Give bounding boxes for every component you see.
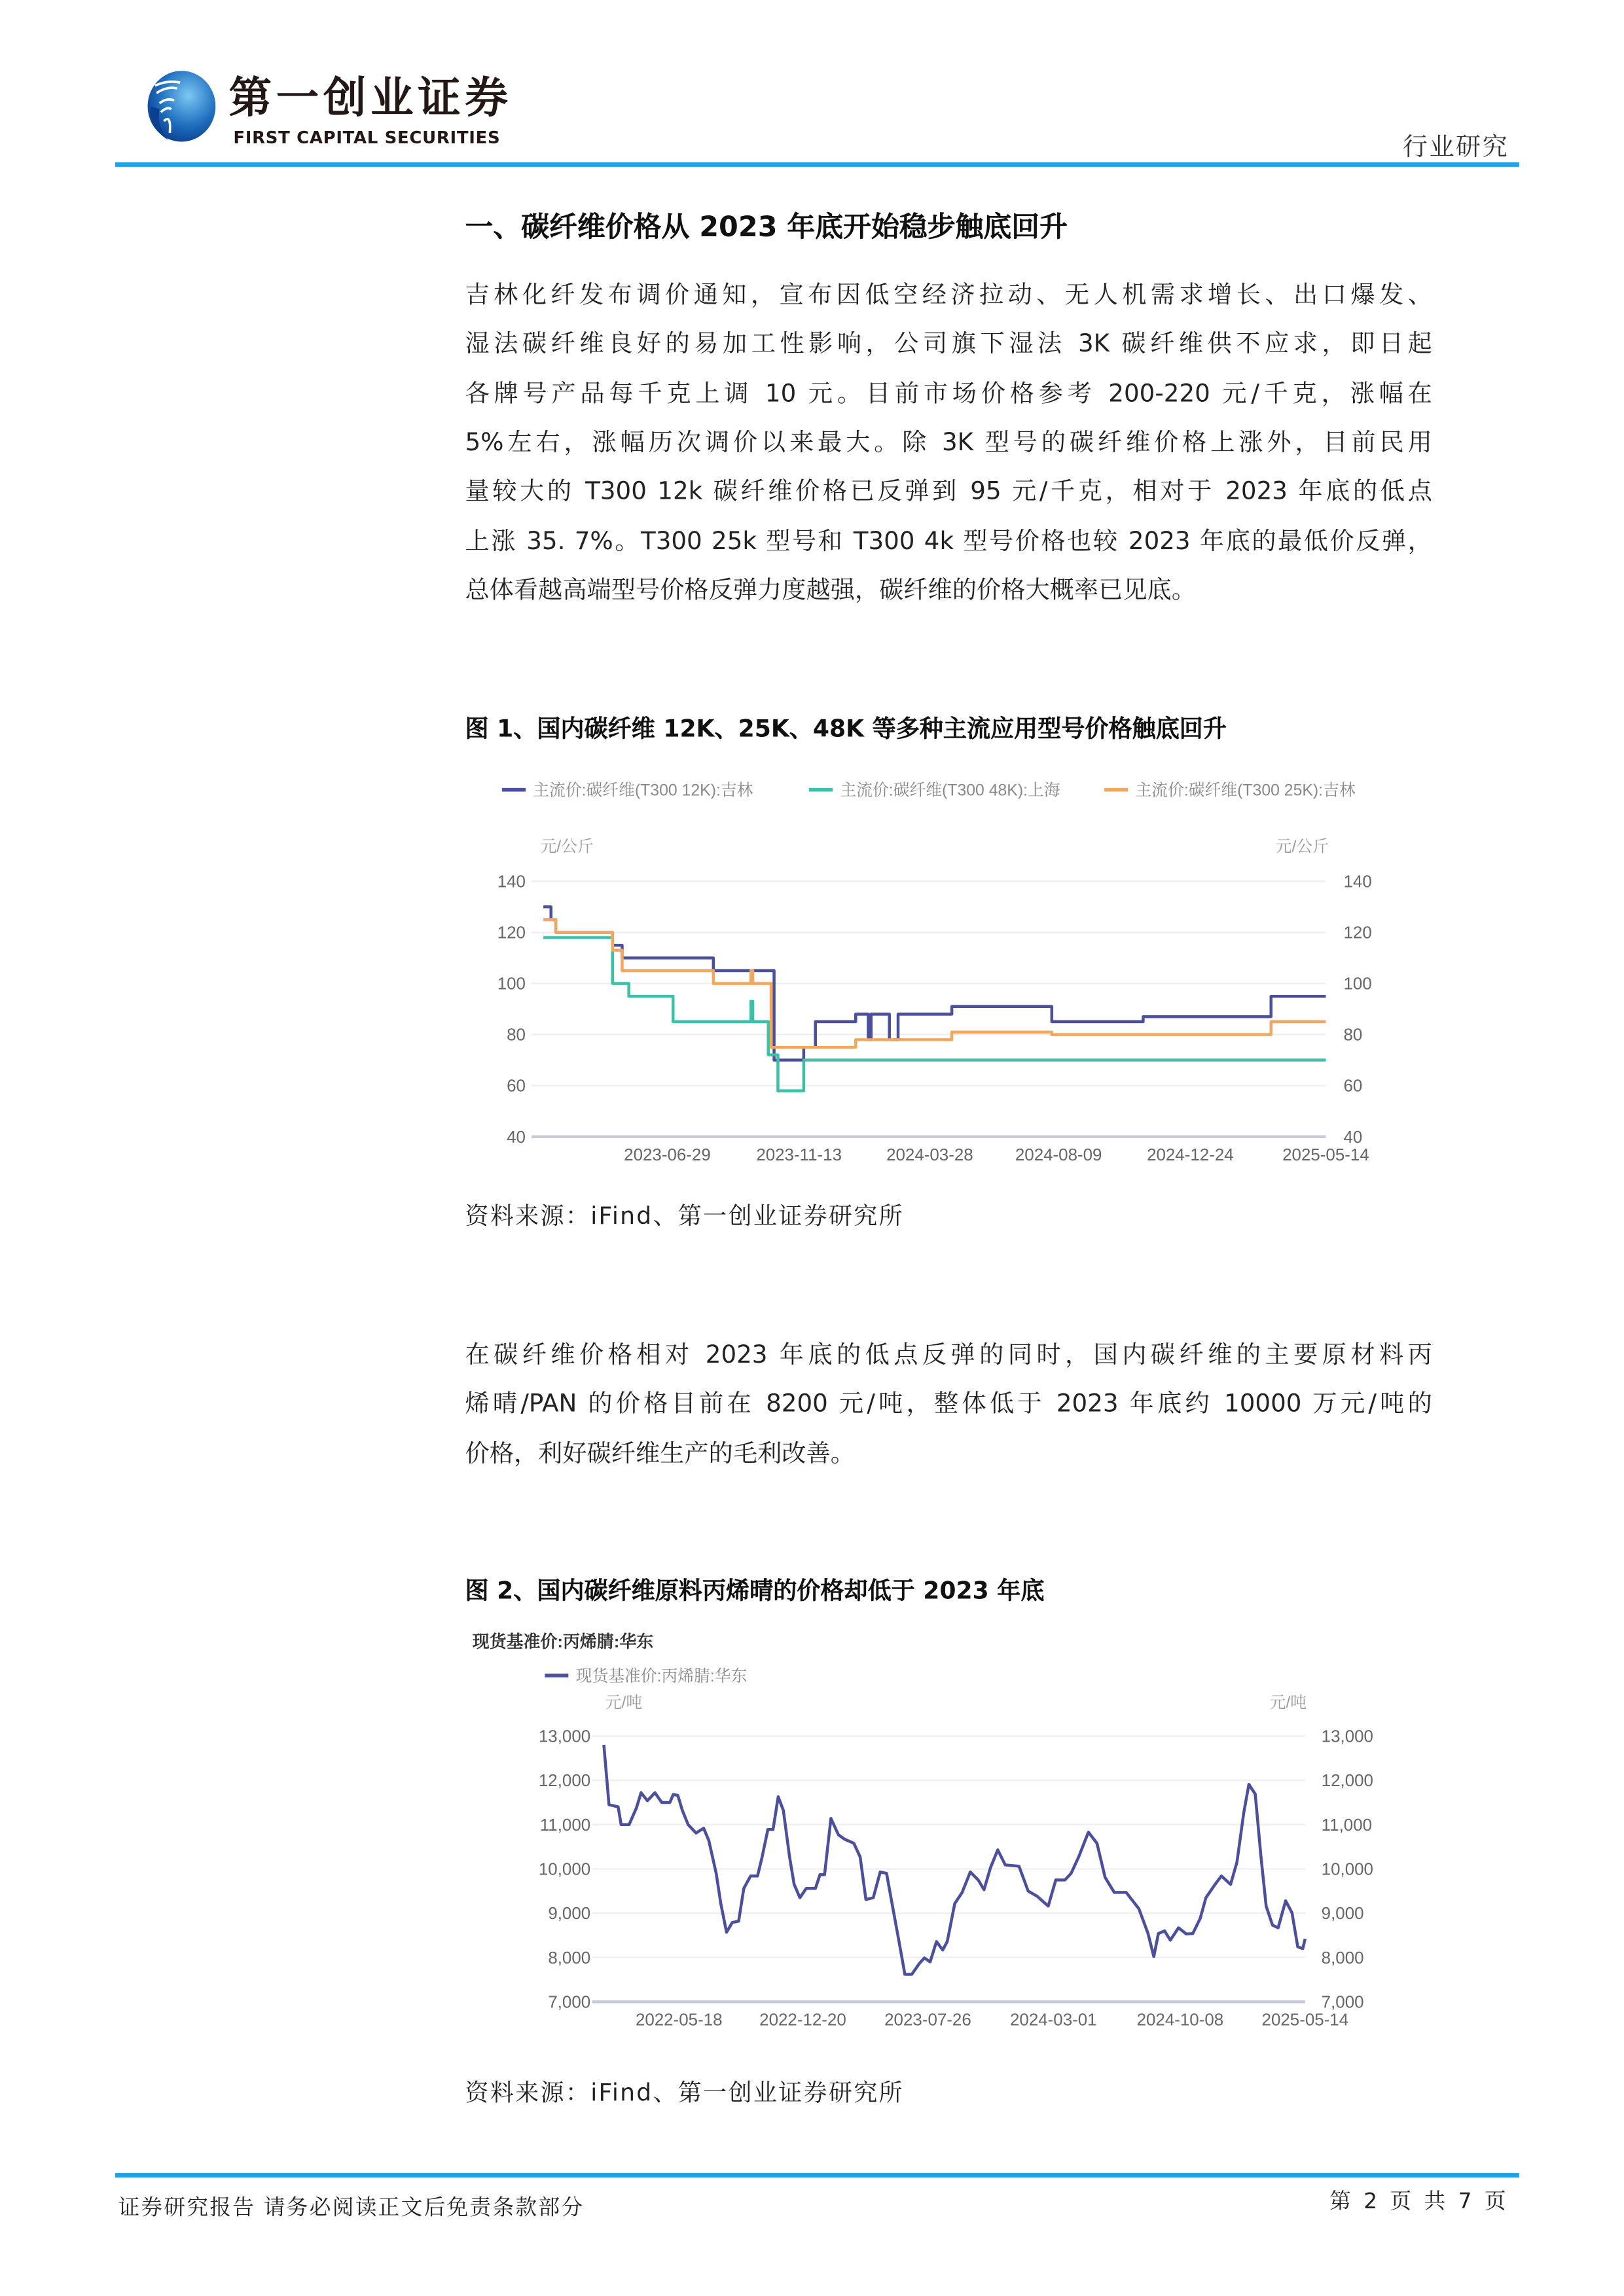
- y-tick-label-right: 8,000: [1321, 1948, 1364, 1967]
- y-tick-label-left: 13,000: [538, 1727, 591, 1746]
- y-axis-unit-right: 元/吨: [1269, 1694, 1307, 1712]
- figure1-title: 图 1、国内碳纤维 12K、25K、48K 等多种主流应用型号价格触底回升: [465, 714, 1227, 743]
- x-tick-label: 2024-03-01: [1009, 2011, 1097, 2030]
- y-tick-label-left: 11,000: [539, 1816, 591, 1835]
- figure2-chart: [465, 1624, 1410, 2037]
- y-tick-label-left: 40: [507, 1128, 526, 1147]
- y-tick-label-right: 100: [1343, 975, 1372, 994]
- paragraph-line: 吉林化纤发布调价通知，宣布因低空经济拉动、无人机需求增长、出口爆发、: [465, 280, 1432, 309]
- y-tick-label-left: 80: [507, 1026, 526, 1045]
- logo-english-name: FIRST CAPITAL SECURITIES: [233, 126, 501, 148]
- x-tick-label: 2024-10-08: [1136, 2011, 1224, 2030]
- y-tick-label-right: 9,000: [1321, 1905, 1364, 1924]
- x-tick-label: 2024-08-09: [1015, 1145, 1102, 1164]
- figure1-chart: [465, 761, 1410, 1189]
- series-line: [604, 1745, 1305, 1975]
- figure2-source: 资料来源：iFind、第一创业证券研究所: [465, 2078, 904, 2107]
- paragraph-line: 各牌号产品每千克上调 10 元。目前市场价格参考 200-220 元/千克，涨幅在: [465, 379, 1432, 408]
- legend-label: 主流价:碳纤维(T300 25K):吉林: [1135, 781, 1356, 800]
- y-tick-label-left: 140: [497, 872, 526, 891]
- section-heading: 一、碳纤维价格从 2023 年底开始稳步触底回升: [465, 211, 1068, 244]
- x-tick-label: 2023-07-26: [884, 2011, 971, 2030]
- y-tick-label-right: 13,000: [1321, 1727, 1373, 1746]
- y-tick-label-right: 60: [1343, 1077, 1363, 1096]
- y-axis-unit-left: 元/公斤: [540, 838, 594, 856]
- x-tick-label: 2023-11-13: [756, 1145, 842, 1164]
- paragraph-line: 烯晴/PAN 的价格目前在 8200 元/吨，整体低于 2023 年底约 10000 万元/吨的: [465, 1389, 1432, 1418]
- legend-label: 主流价:碳纤维(T300 48K):上海: [840, 781, 1060, 800]
- y-tick-label-left: 120: [497, 924, 526, 942]
- x-tick-label: 2024-03-28: [886, 1145, 973, 1164]
- logo-chinese-name: 第一创业证券: [228, 72, 513, 123]
- y-tick-label-right: 10,000: [1321, 1860, 1373, 1879]
- y-axis-unit-left: 元/吨: [605, 1694, 643, 1712]
- x-tick-label: 2025-05-14: [1282, 1145, 1369, 1164]
- paragraph-line: 湿法碳纤维良好的易加工性影响，公司旗下湿法 3K 碳纤维供不应求，即日起: [465, 329, 1432, 357]
- header-divider: [115, 162, 1519, 167]
- footer-divider: [115, 2173, 1519, 2178]
- y-tick-label-right: 7,000: [1321, 1993, 1364, 2012]
- y-tick-label-left: 100: [497, 975, 526, 994]
- x-tick-label: 2022-05-18: [635, 2011, 723, 2030]
- y-tick-label-right: 40: [1343, 1128, 1363, 1147]
- y-tick-label-left: 10,000: [538, 1860, 591, 1879]
- y-tick-label-left: 60: [507, 1077, 526, 1096]
- y-tick-label-right: 11,000: [1321, 1816, 1373, 1835]
- x-tick-label: 2022-12-20: [759, 2011, 846, 2030]
- company-logo-globe-icon: [142, 68, 219, 145]
- footer-disclaimer: 证券研究报告 请务必阅读正文后免责条款部分: [118, 2197, 585, 2221]
- x-tick-label: 2023-06-29: [624, 1145, 711, 1164]
- figure1-source: 资料来源：iFind、第一创业证券研究所: [465, 1201, 904, 1230]
- y-tick-label-right: 120: [1343, 924, 1372, 942]
- paragraph-line: 在碳纤维价格相对 2023 年底的低点反弹的同时，国内碳纤维的主要原材料丙: [465, 1340, 1432, 1369]
- paragraph-line: 价格，利好碳纤维生产的毛利改善。: [465, 1439, 855, 1467]
- paragraph-line: 总体看越高端型号价格反弹力度越强，碳纤维的价格大概率已见底。: [465, 575, 1196, 604]
- chart-title: 现货基准价:丙烯腈:华东: [472, 1633, 654, 1652]
- figure2-title: 图 2、国内碳纤维原料丙烯晴的价格却低于 2023 年底: [465, 1576, 1045, 1605]
- x-tick-label: 2025-05-14: [1261, 2011, 1349, 2030]
- page-number: 第 2 页 共 7 页: [1329, 2191, 1509, 2215]
- legend-label: 主流价:碳纤维(T300 12K):吉林: [533, 781, 753, 800]
- y-tick-label-right: 80: [1343, 1026, 1363, 1045]
- paragraph-line: 5%左右，涨幅历次调价以来最大。除 3K 型号的碳纤维价格上涨外，目前民用: [465, 428, 1432, 456]
- y-tick-label-left: 9,000: [548, 1905, 591, 1924]
- paragraph-line: 量较大的 T300 12k 碳纤维价格已反弹到 95 元/千克，相对于 2023 年底的低点: [465, 476, 1432, 505]
- x-tick-label: 2024-12-24: [1147, 1145, 1234, 1164]
- y-tick-label-left: 12,000: [538, 1772, 591, 1791]
- y-tick-label-left: 8,000: [548, 1948, 591, 1967]
- y-tick-label-left: 7,000: [548, 1993, 591, 2012]
- y-tick-label-right: 12,000: [1321, 1772, 1373, 1791]
- y-axis-unit-right: 元/公斤: [1275, 838, 1329, 856]
- report-category: 行业研究: [1402, 132, 1509, 163]
- legend-label: 现货基准价:丙烯腈:华东: [575, 1668, 748, 1686]
- paragraph-line: 上涨 35. 7%。T300 25k 型号和 T300 4k 型号价格也较 2023 年底的最低价反弹，: [465, 527, 1432, 556]
- y-tick-label-right: 140: [1343, 872, 1372, 891]
